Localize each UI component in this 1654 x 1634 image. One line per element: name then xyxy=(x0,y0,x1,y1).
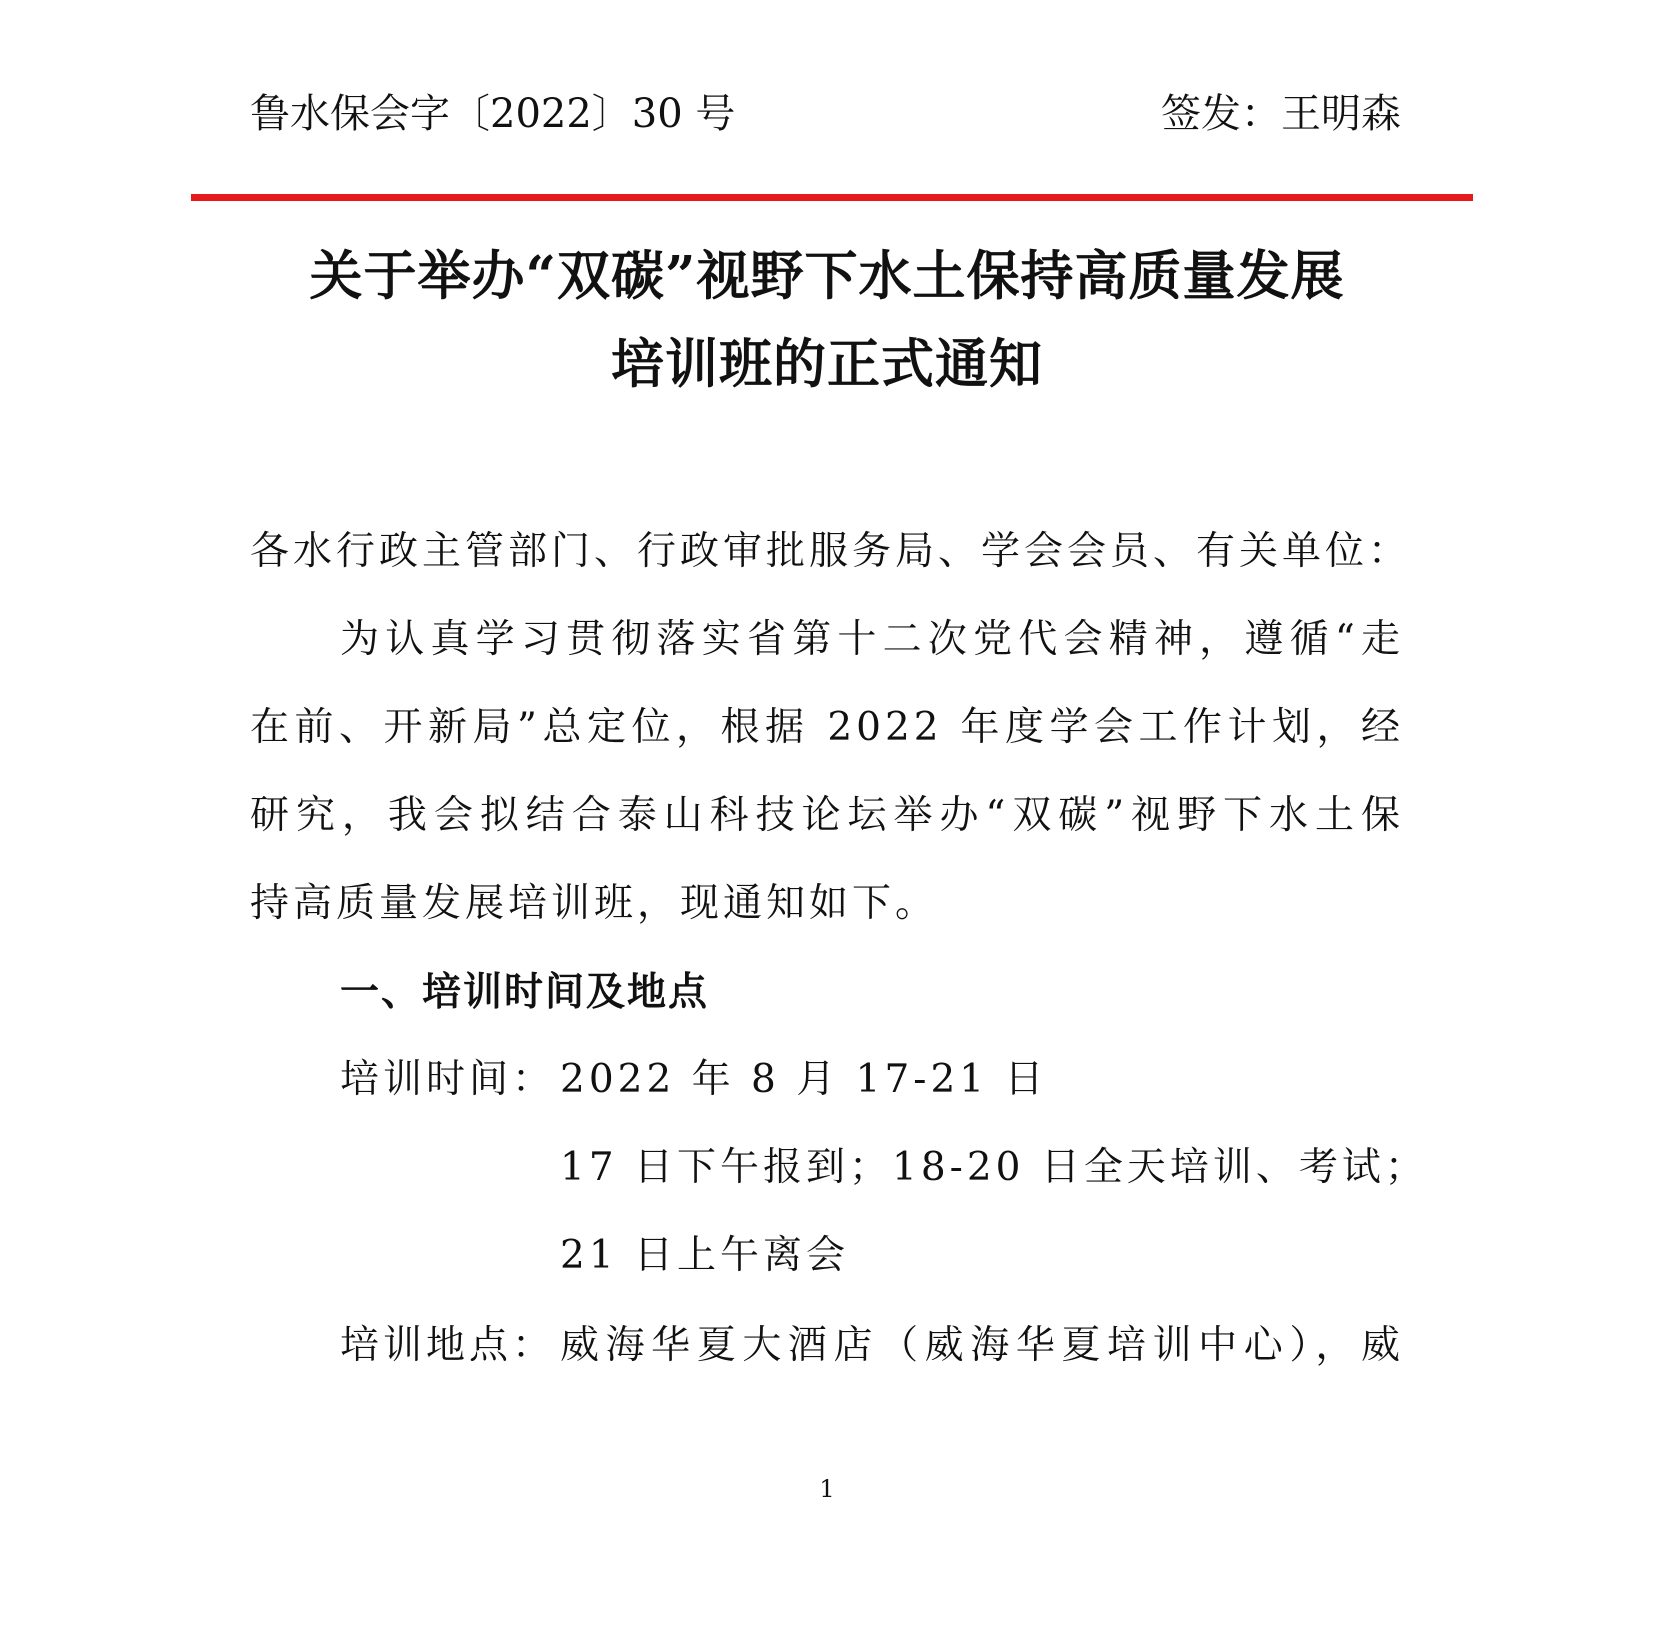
schedule-line-1: 17 日下午报到；18-20 日全天培训、考试； xyxy=(560,1145,1428,1190)
training-time-value: 2022 年 8 月 17-21 日 xyxy=(560,1057,1048,1102)
title-line-1: 关于举办“双碳”视野下水土保持高质量发展 xyxy=(309,245,1345,307)
title-line-2: 培训班的正式通知 xyxy=(611,333,1043,395)
training-location-label: 培训地点： xyxy=(340,1323,556,1368)
schedule-line-2: 21 日上午离会 xyxy=(560,1233,850,1278)
red-header-rule xyxy=(191,194,1473,201)
document-title xyxy=(250,232,1404,408)
page-number: 1 xyxy=(819,1475,835,1503)
training-time-label: 培训时间： xyxy=(340,1057,556,1102)
paragraph-1-line-2: 在前、开新局”总定位，根据 2022 年度学会工作计划，经 xyxy=(250,705,1404,750)
training-location-value: 威海华夏大酒店（威海华夏培训中心），威 xyxy=(560,1323,1404,1368)
document-number: 鲁水保会字〔2022〕30 号 xyxy=(250,91,736,137)
paragraph-1-line-4: 持高质量发展培训班，现通知如下。 xyxy=(250,881,939,926)
paragraph-1-line-3: 研究，我会拟结合泰山科技论坛举办“双碳”视野下水土保 xyxy=(250,793,1404,838)
paragraph-1-line-1: 为认真学习贯彻落实省第十二次党代会精神，遵循“走 xyxy=(340,617,1404,662)
signer: 签发：王明森 xyxy=(1161,91,1401,137)
addressee: 各水行政主管部门、行政审批服务局、学会会员、有关单位： xyxy=(250,529,1412,574)
section-1-heading: 一、培训时间及地点 xyxy=(340,969,710,1015)
